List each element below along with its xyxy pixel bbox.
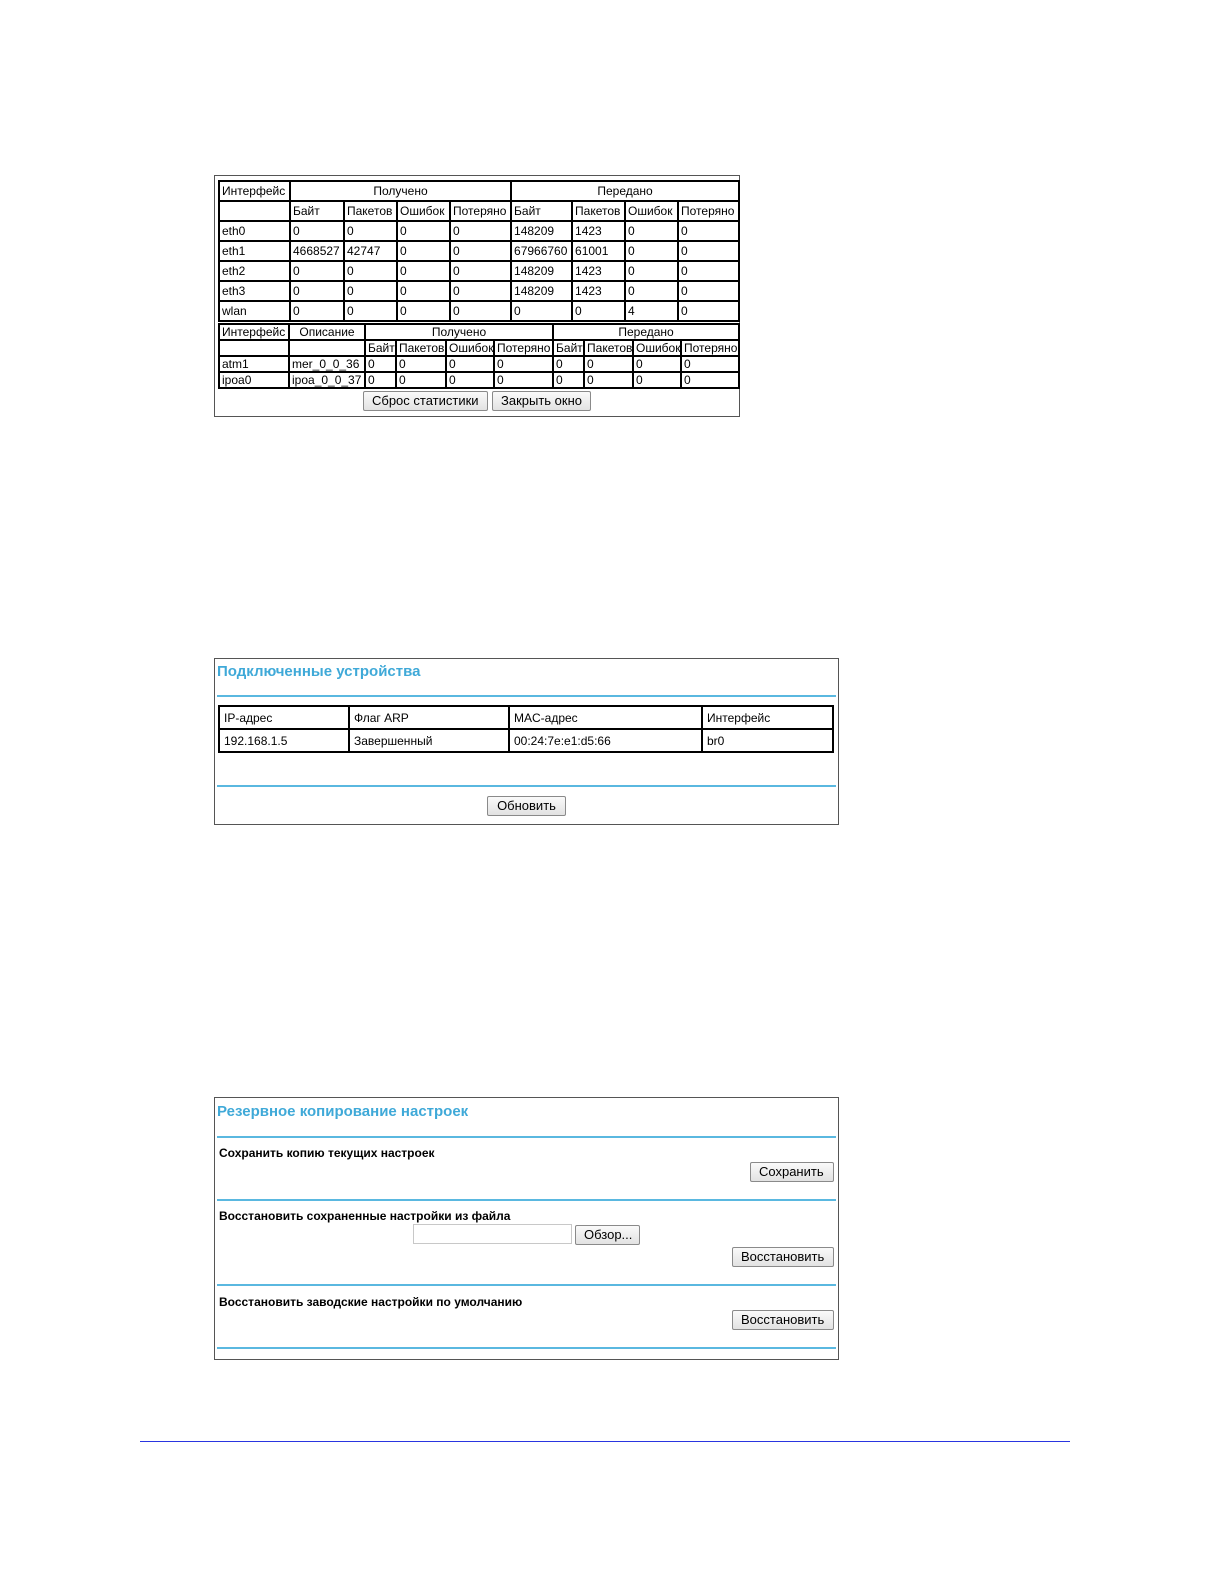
table-cell: 0 [396, 372, 446, 388]
column-header: Пакетов [584, 340, 633, 356]
table-cell: eth3 [219, 281, 290, 301]
wan-stats-table [218, 323, 740, 389]
connected-devices-panel [214, 658, 839, 825]
table-cell: 1423 [572, 261, 625, 281]
table-cell: 0 [572, 301, 625, 321]
devices-button-row [215, 796, 838, 816]
table-cell: 0 [678, 301, 739, 321]
table-cell: 0 [290, 301, 344, 321]
column-header: IP-адрес [219, 706, 349, 729]
empty-cell [219, 340, 289, 356]
table-cell: 0 [678, 221, 739, 241]
column-header: Флаг ARP [349, 706, 509, 729]
table-cell: Завершенный [349, 729, 509, 752]
table-cell: 0 [625, 221, 678, 241]
table-cell: 1423 [572, 221, 625, 241]
table-cell: 0 [344, 261, 397, 281]
column-header: Пакетов [344, 201, 397, 221]
table-header-row [219, 706, 833, 729]
table-cell: 0 [681, 356, 739, 372]
table-cell: 0 [553, 372, 584, 388]
divider [217, 1199, 836, 1201]
column-header: Потеряно [678, 201, 739, 221]
factory-reset-button[interactable]: Восстановить [732, 1310, 834, 1330]
footer-divider [140, 1441, 1070, 1442]
table-cell: 0 [494, 372, 553, 388]
column-group-header: Передано [553, 324, 739, 340]
table-cell: 192.168.1.5 [219, 729, 349, 752]
table-cell: 0 [290, 281, 344, 301]
divider [217, 1136, 836, 1138]
column-group-header: Получено [365, 324, 553, 340]
table-row [219, 241, 739, 261]
table-cell: 0 [397, 221, 450, 241]
table-row [219, 301, 739, 321]
table-cell: eth0 [219, 221, 290, 241]
column-header: Потеряно [450, 201, 511, 221]
table-cell: 148209 [511, 281, 572, 301]
factory-section-label: Восстановить заводские настройки по умолчанию [219, 1295, 523, 1309]
table-cell: 0 [450, 241, 511, 261]
table-cell: 0 [446, 372, 494, 388]
table-subheader-row [219, 340, 739, 356]
table-cell: 0 [365, 356, 396, 372]
save-section-label: Сохранить копию текущих настроек [219, 1146, 435, 1160]
table-cell: wlan [219, 301, 290, 321]
table-cell: mer_0_0_36 [289, 356, 365, 372]
column-header: Интерфейс [219, 181, 290, 201]
empty-cell [289, 340, 365, 356]
divider [217, 695, 836, 697]
table-cell: 148209 [511, 221, 572, 241]
table-cell: 0 [396, 356, 446, 372]
table-cell: ipoa_0_0_37 [289, 372, 365, 388]
table-cell: 4668527 [290, 241, 344, 261]
browse-button[interactable]: Обзор... [575, 1225, 640, 1245]
table-cell: 0 [511, 301, 572, 321]
column-header: Ошибок [446, 340, 494, 356]
column-header: Байт [553, 340, 584, 356]
table-row [219, 372, 739, 388]
table-cell: 0 [365, 372, 396, 388]
table-cell: 0 [633, 372, 681, 388]
table-cell: 0 [344, 301, 397, 321]
table-cell: 0 [450, 301, 511, 321]
table-cell: 0 [446, 356, 494, 372]
table-cell: 0 [678, 261, 739, 281]
table-cell: 0 [678, 241, 739, 261]
table-cell: 0 [678, 281, 739, 301]
table-cell: 0 [494, 356, 553, 372]
column-header: Байт [290, 201, 344, 221]
table-cell: 0 [584, 356, 633, 372]
column-group-header: Передано [511, 181, 739, 201]
page-title: Подключенные устройства [217, 663, 421, 680]
column-header: Потеряно [494, 340, 553, 356]
column-header: Ошибок [625, 201, 678, 221]
table-header-row [219, 324, 739, 340]
table-cell: 67966760 [511, 241, 572, 261]
table-cell: 0 [290, 221, 344, 241]
save-button[interactable]: Сохранить [750, 1162, 834, 1182]
column-group-header: Получено [290, 181, 511, 201]
table-cell: 61001 [572, 241, 625, 261]
table-cell: 0 [553, 356, 584, 372]
backup-settings-panel [214, 1097, 839, 1360]
table-row [219, 729, 833, 752]
table-header-row [219, 181, 739, 201]
table-cell: 0 [290, 261, 344, 281]
close-window-button[interactable]: Закрыть окно [492, 391, 591, 411]
table-row [219, 221, 739, 241]
table-cell: br0 [702, 729, 833, 752]
column-header: MAC-адрес [509, 706, 702, 729]
file-path-input[interactable] [413, 1224, 572, 1244]
reset-statistics-button[interactable]: Сброс статистики [363, 391, 488, 411]
table-row [219, 356, 739, 372]
table-cell: atm1 [219, 356, 289, 372]
table-cell: 0 [450, 221, 511, 241]
table-cell: 1423 [572, 281, 625, 301]
table-cell: 0 [344, 221, 397, 241]
table-cell: 0 [450, 281, 511, 301]
table-row [219, 261, 739, 281]
table-cell: ipoa0 [219, 372, 289, 388]
page-title: Резервное копирование настроек [217, 1103, 469, 1120]
restore-section-label: Восстановить сохраненные настройки из файла [219, 1209, 511, 1223]
table-cell: 0 [344, 281, 397, 301]
restore-button[interactable]: Восстановить [732, 1247, 834, 1267]
column-header: Пакетов [396, 340, 446, 356]
table-cell: 0 [625, 241, 678, 261]
table-row [219, 281, 739, 301]
table-cell: 0 [633, 356, 681, 372]
column-header: Пакетов [572, 201, 625, 221]
divider [217, 1284, 836, 1286]
table-subheader-row [219, 201, 739, 221]
table-cell: 4 [625, 301, 678, 321]
devices-table [218, 705, 834, 753]
refresh-button[interactable]: Обновить [487, 796, 566, 816]
divider [217, 785, 836, 787]
table-cell: 0 [681, 372, 739, 388]
table-cell: 0 [625, 261, 678, 281]
column-header: Интерфейс [702, 706, 833, 729]
table-cell: 148209 [511, 261, 572, 281]
ethernet-stats-table [218, 180, 740, 322]
table-cell: 0 [450, 261, 511, 281]
column-header: Ошибок [633, 340, 681, 356]
table-cell: 0 [397, 241, 450, 261]
table-cell: 0 [625, 281, 678, 301]
stats-button-row [215, 391, 739, 411]
table-cell: eth1 [219, 241, 290, 261]
statistics-panel [214, 175, 740, 417]
column-header: Потеряно [681, 340, 739, 356]
empty-cell [219, 201, 290, 221]
table-cell: 0 [397, 301, 450, 321]
column-header: Байт [511, 201, 572, 221]
column-header: Интерфейс [219, 324, 289, 340]
divider [217, 1347, 836, 1349]
table-cell: 0 [584, 372, 633, 388]
table-cell: 0 [397, 281, 450, 301]
table-cell: 00:24:7e:e1:d5:66 [509, 729, 702, 752]
column-header: Ошибок [397, 201, 450, 221]
column-header: Байт [365, 340, 396, 356]
table-cell: eth2 [219, 261, 290, 281]
column-header: Описание [289, 324, 365, 340]
table-cell: 0 [397, 261, 450, 281]
table-cell: 42747 [344, 241, 397, 261]
